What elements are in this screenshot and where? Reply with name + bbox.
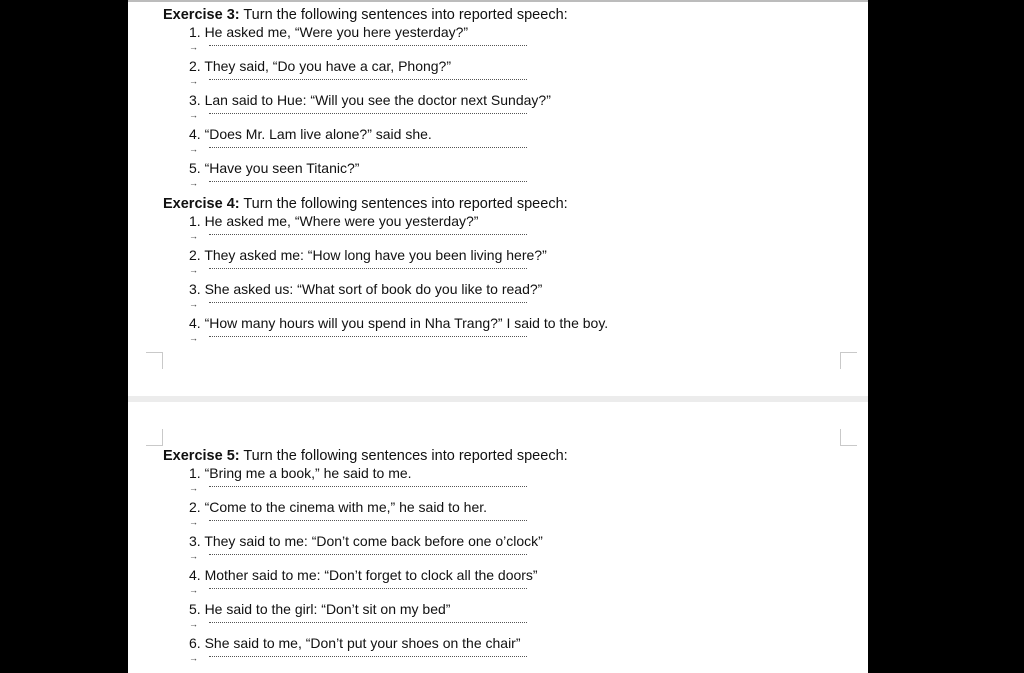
answer-line[interactable]	[189, 652, 843, 669]
question-item	[189, 213, 843, 247]
question-sentence: 1. He asked me, “Where were you yesterday?”	[189, 213, 479, 229]
answer-line[interactable]	[189, 516, 843, 533]
question-item	[189, 533, 843, 567]
question-item	[189, 247, 843, 281]
dotted-line	[209, 622, 527, 623]
dotted-line	[209, 45, 527, 46]
dotted-line	[209, 181, 527, 182]
question-sentence: 3. Lan said to Hue: “Will you see the doctor next Sunday?”	[189, 92, 551, 108]
answer-line[interactable]	[189, 618, 843, 635]
dotted-line	[209, 486, 527, 487]
answer-line[interactable]	[189, 332, 843, 349]
exercise-4	[163, 195, 843, 349]
exercise-5	[163, 447, 843, 669]
document-page-2	[128, 402, 868, 673]
question-item	[189, 567, 843, 601]
dotted-line	[209, 234, 527, 235]
dotted-line	[209, 147, 527, 148]
arrow-icon: →	[189, 76, 198, 86]
question-sentence: 6. She said to me, “Don’t put your shoes on the chair”	[189, 635, 521, 651]
question-sentence: 5. “Have you seen Titanic?”	[189, 160, 360, 176]
question-item	[189, 58, 843, 92]
answer-line[interactable]	[189, 482, 843, 499]
arrow-icon: →	[189, 483, 198, 493]
arrow-icon: →	[189, 144, 198, 154]
dotted-line	[209, 113, 527, 114]
arrow-icon: →	[189, 619, 198, 629]
dotted-line	[209, 268, 527, 269]
arrow-icon: →	[189, 551, 198, 561]
answer-line[interactable]	[189, 143, 843, 160]
question-item	[189, 315, 843, 349]
arrow-icon: →	[189, 333, 198, 343]
answer-line[interactable]	[189, 177, 843, 194]
answer-line[interactable]	[189, 264, 843, 281]
arrow-icon: →	[189, 265, 198, 275]
question-sentence: 4. “Does Mr. Lam live alone?” said she.	[189, 126, 432, 142]
dotted-line	[209, 520, 527, 521]
question-sentence: 2. They said, “Do you have a car, Phong?”	[189, 58, 452, 74]
question-sentence: 4. “How many hours will you spend in Nha Trang?” I said to the boy.	[189, 315, 609, 331]
dotted-line	[209, 656, 527, 657]
question-item	[189, 24, 843, 58]
arrow-icon: →	[189, 517, 198, 527]
answer-line[interactable]	[189, 109, 843, 126]
dotted-line	[209, 588, 527, 589]
arrow-icon: →	[189, 231, 198, 241]
question-item	[189, 601, 843, 635]
question-item	[189, 499, 843, 533]
question-item	[189, 465, 843, 499]
arrow-icon: →	[189, 42, 198, 52]
page-corner-mark	[146, 429, 163, 446]
question-item	[189, 92, 843, 126]
question-sentence: 4. Mother said to me: “Don’t forget to clock all the doors”	[189, 567, 538, 583]
question-sentence: 3. She asked us: “What sort of book do you like to read?”	[189, 281, 543, 297]
question-item	[189, 160, 843, 194]
exercise-3	[163, 6, 843, 194]
dotted-line	[209, 336, 527, 337]
answer-line[interactable]	[189, 75, 843, 92]
dotted-line	[209, 79, 527, 80]
question-item	[189, 635, 843, 669]
exercise-4-title: Exercise 4: Turn the following sentences into reported speech:	[163, 196, 568, 212]
question-item	[189, 126, 843, 160]
arrow-icon: →	[189, 110, 198, 120]
answer-line[interactable]	[189, 298, 843, 315]
page-corner-mark	[146, 352, 163, 369]
arrow-icon: →	[189, 299, 198, 309]
answer-line[interactable]	[189, 550, 843, 567]
question-sentence: 5. He said to the girl: “Don’t sit on my bed”	[189, 601, 451, 617]
document-page-1	[128, 0, 868, 396]
dotted-line	[209, 302, 527, 303]
question-sentence: 2. They asked me: “How long have you been living here?”	[189, 247, 547, 263]
exercise-5-title: Exercise 5: Turn the following sentences into reported speech:	[163, 448, 568, 464]
answer-line[interactable]	[189, 584, 843, 601]
arrow-icon: →	[189, 653, 198, 663]
question-sentence: 1. He asked me, “Were you here yesterday?”	[189, 24, 469, 40]
question-sentence: 3. They said to me: “Don’t come back before one o’clock”	[189, 533, 543, 549]
arrow-icon: →	[189, 585, 198, 595]
question-sentence: 2. “Come to the cinema with me,” he said to her.	[189, 499, 488, 515]
answer-line[interactable]	[189, 41, 843, 58]
arrow-icon: →	[189, 178, 198, 188]
question-sentence: 1. “Bring me a book,” he said to me.	[189, 465, 412, 481]
page-corner-mark	[840, 352, 857, 369]
question-item	[189, 281, 843, 315]
answer-line[interactable]	[189, 230, 843, 247]
exercise-3-title: Exercise 3: Turn the following sentences into reported speech:	[163, 7, 568, 23]
page-corner-mark	[840, 429, 857, 446]
dotted-line	[209, 554, 527, 555]
